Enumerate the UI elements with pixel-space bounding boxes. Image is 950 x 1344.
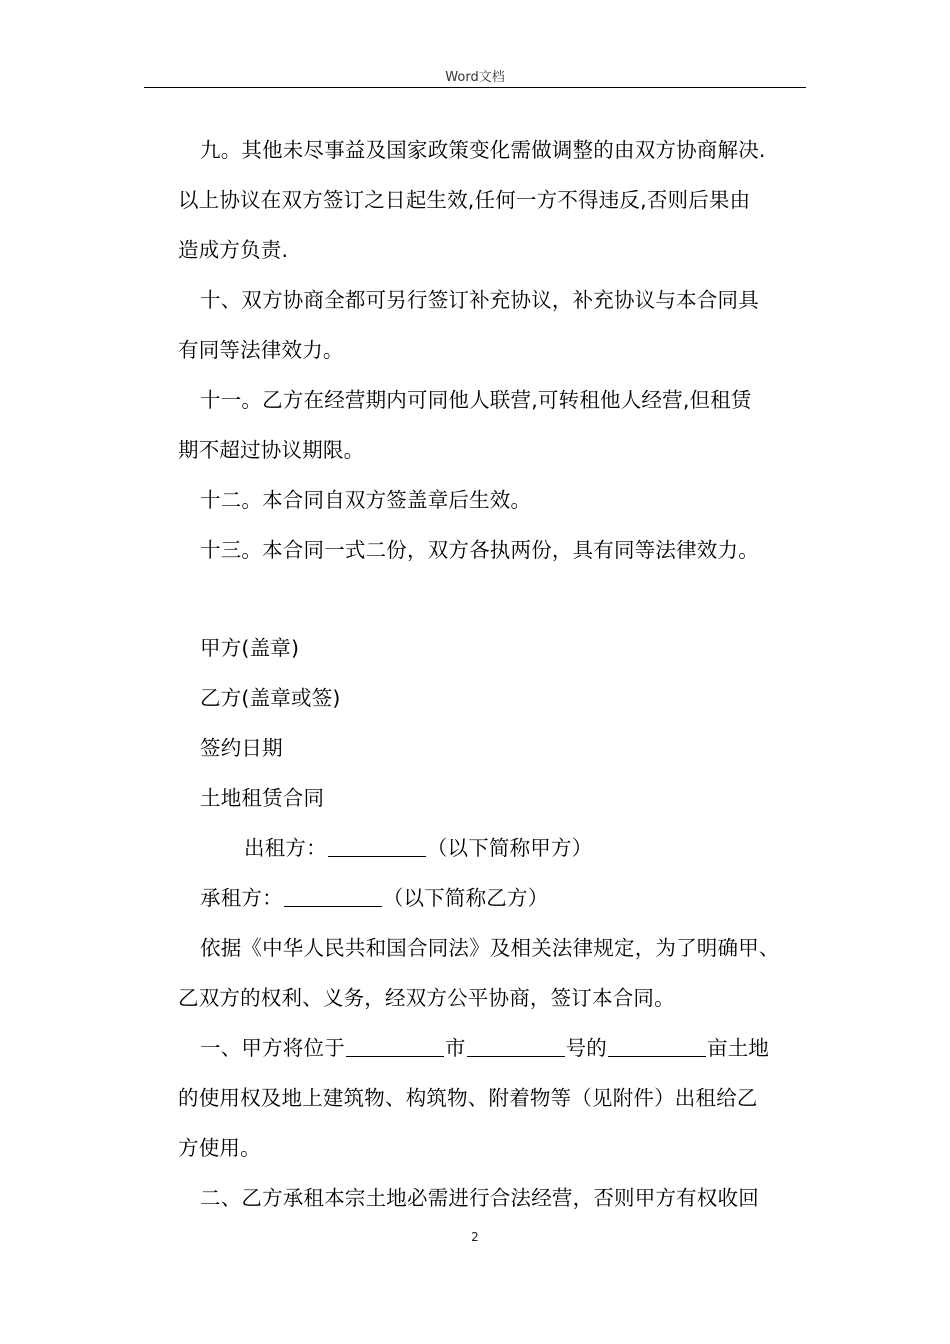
basis-line-2: 乙双方的权利、义务，经双方公平协商，签订本合同。: [178, 986, 675, 1010]
clause-9-cont-2: 造成方负责.: [178, 238, 289, 262]
clause-10-cont: 有同等法律效力。: [178, 338, 344, 362]
clause-13: 十三。本合同一式二份，双方各执两份，具有同等法律效力。: [200, 538, 759, 562]
page-number: 2: [471, 1230, 479, 1244]
clause-1: [200, 1034, 769, 1062]
clause-11-cont: 期不超过协议期限。: [178, 438, 365, 462]
area-blank[interactable]: [608, 1036, 706, 1057]
basis-line-1: 依据《中华人民共和国合同法》及相关法律规定，为了明确甲、: [200, 936, 780, 960]
clause-2: 二、乙方承租本宗土地必需进行合法经营，否则甲方有权收回: [200, 1186, 759, 1210]
clause-9-cont-1: 以上协议在双方签订之日起生效,任何一方不得违反,否则后果由: [178, 188, 751, 212]
contract-title: 土地租赁合同: [200, 786, 325, 810]
clause-1-cont-1: 的使用权及地上建筑物、构筑物、附着物等（见附件）出租给乙: [178, 1086, 758, 1110]
lessor-label: 出租方：: [244, 836, 327, 860]
clause-1-part-1: 一、甲方将位于: [200, 1036, 345, 1060]
header-rule: [144, 87, 806, 88]
clause-1-part-3: 号的: [565, 1036, 608, 1060]
clause-10: 十、双方协商全都可另行签订补充协议，补充协议与本合同具: [200, 288, 759, 312]
clause-1-part-4: 亩土地: [707, 1036, 770, 1060]
clause-12: 十二。本合同自双方签盖章后生效。: [200, 488, 532, 512]
lessee-note: （以下简称乙方）: [382, 886, 549, 910]
city-blank[interactable]: [346, 1036, 444, 1057]
clause-9: 九。其他未尽事益及国家政策变化需做调整的由双方协商解决.: [200, 138, 766, 162]
clause-11: 十一。乙方在经营期内可同他人联营,可转租他人经营,但租赁: [200, 388, 752, 412]
page-header: Word文档: [445, 70, 505, 85]
lessee-blank[interactable]: [284, 886, 382, 907]
clause-1-part-2: 市: [444, 1036, 466, 1060]
party-a-seal: 甲方(盖章): [200, 636, 300, 660]
number-blank[interactable]: [467, 1036, 565, 1057]
party-b-seal: 乙方(盖章或签): [200, 686, 341, 710]
lessee-label: 承租方：: [200, 886, 283, 910]
lessee-line: [200, 884, 548, 912]
signing-date: 签约日期: [200, 736, 283, 760]
lessor-blank[interactable]: [328, 836, 426, 857]
lessor-line: [244, 834, 592, 862]
clause-1-cont-2: 方使用。: [178, 1136, 261, 1160]
lessor-note: （以下简称甲方）: [426, 836, 593, 860]
